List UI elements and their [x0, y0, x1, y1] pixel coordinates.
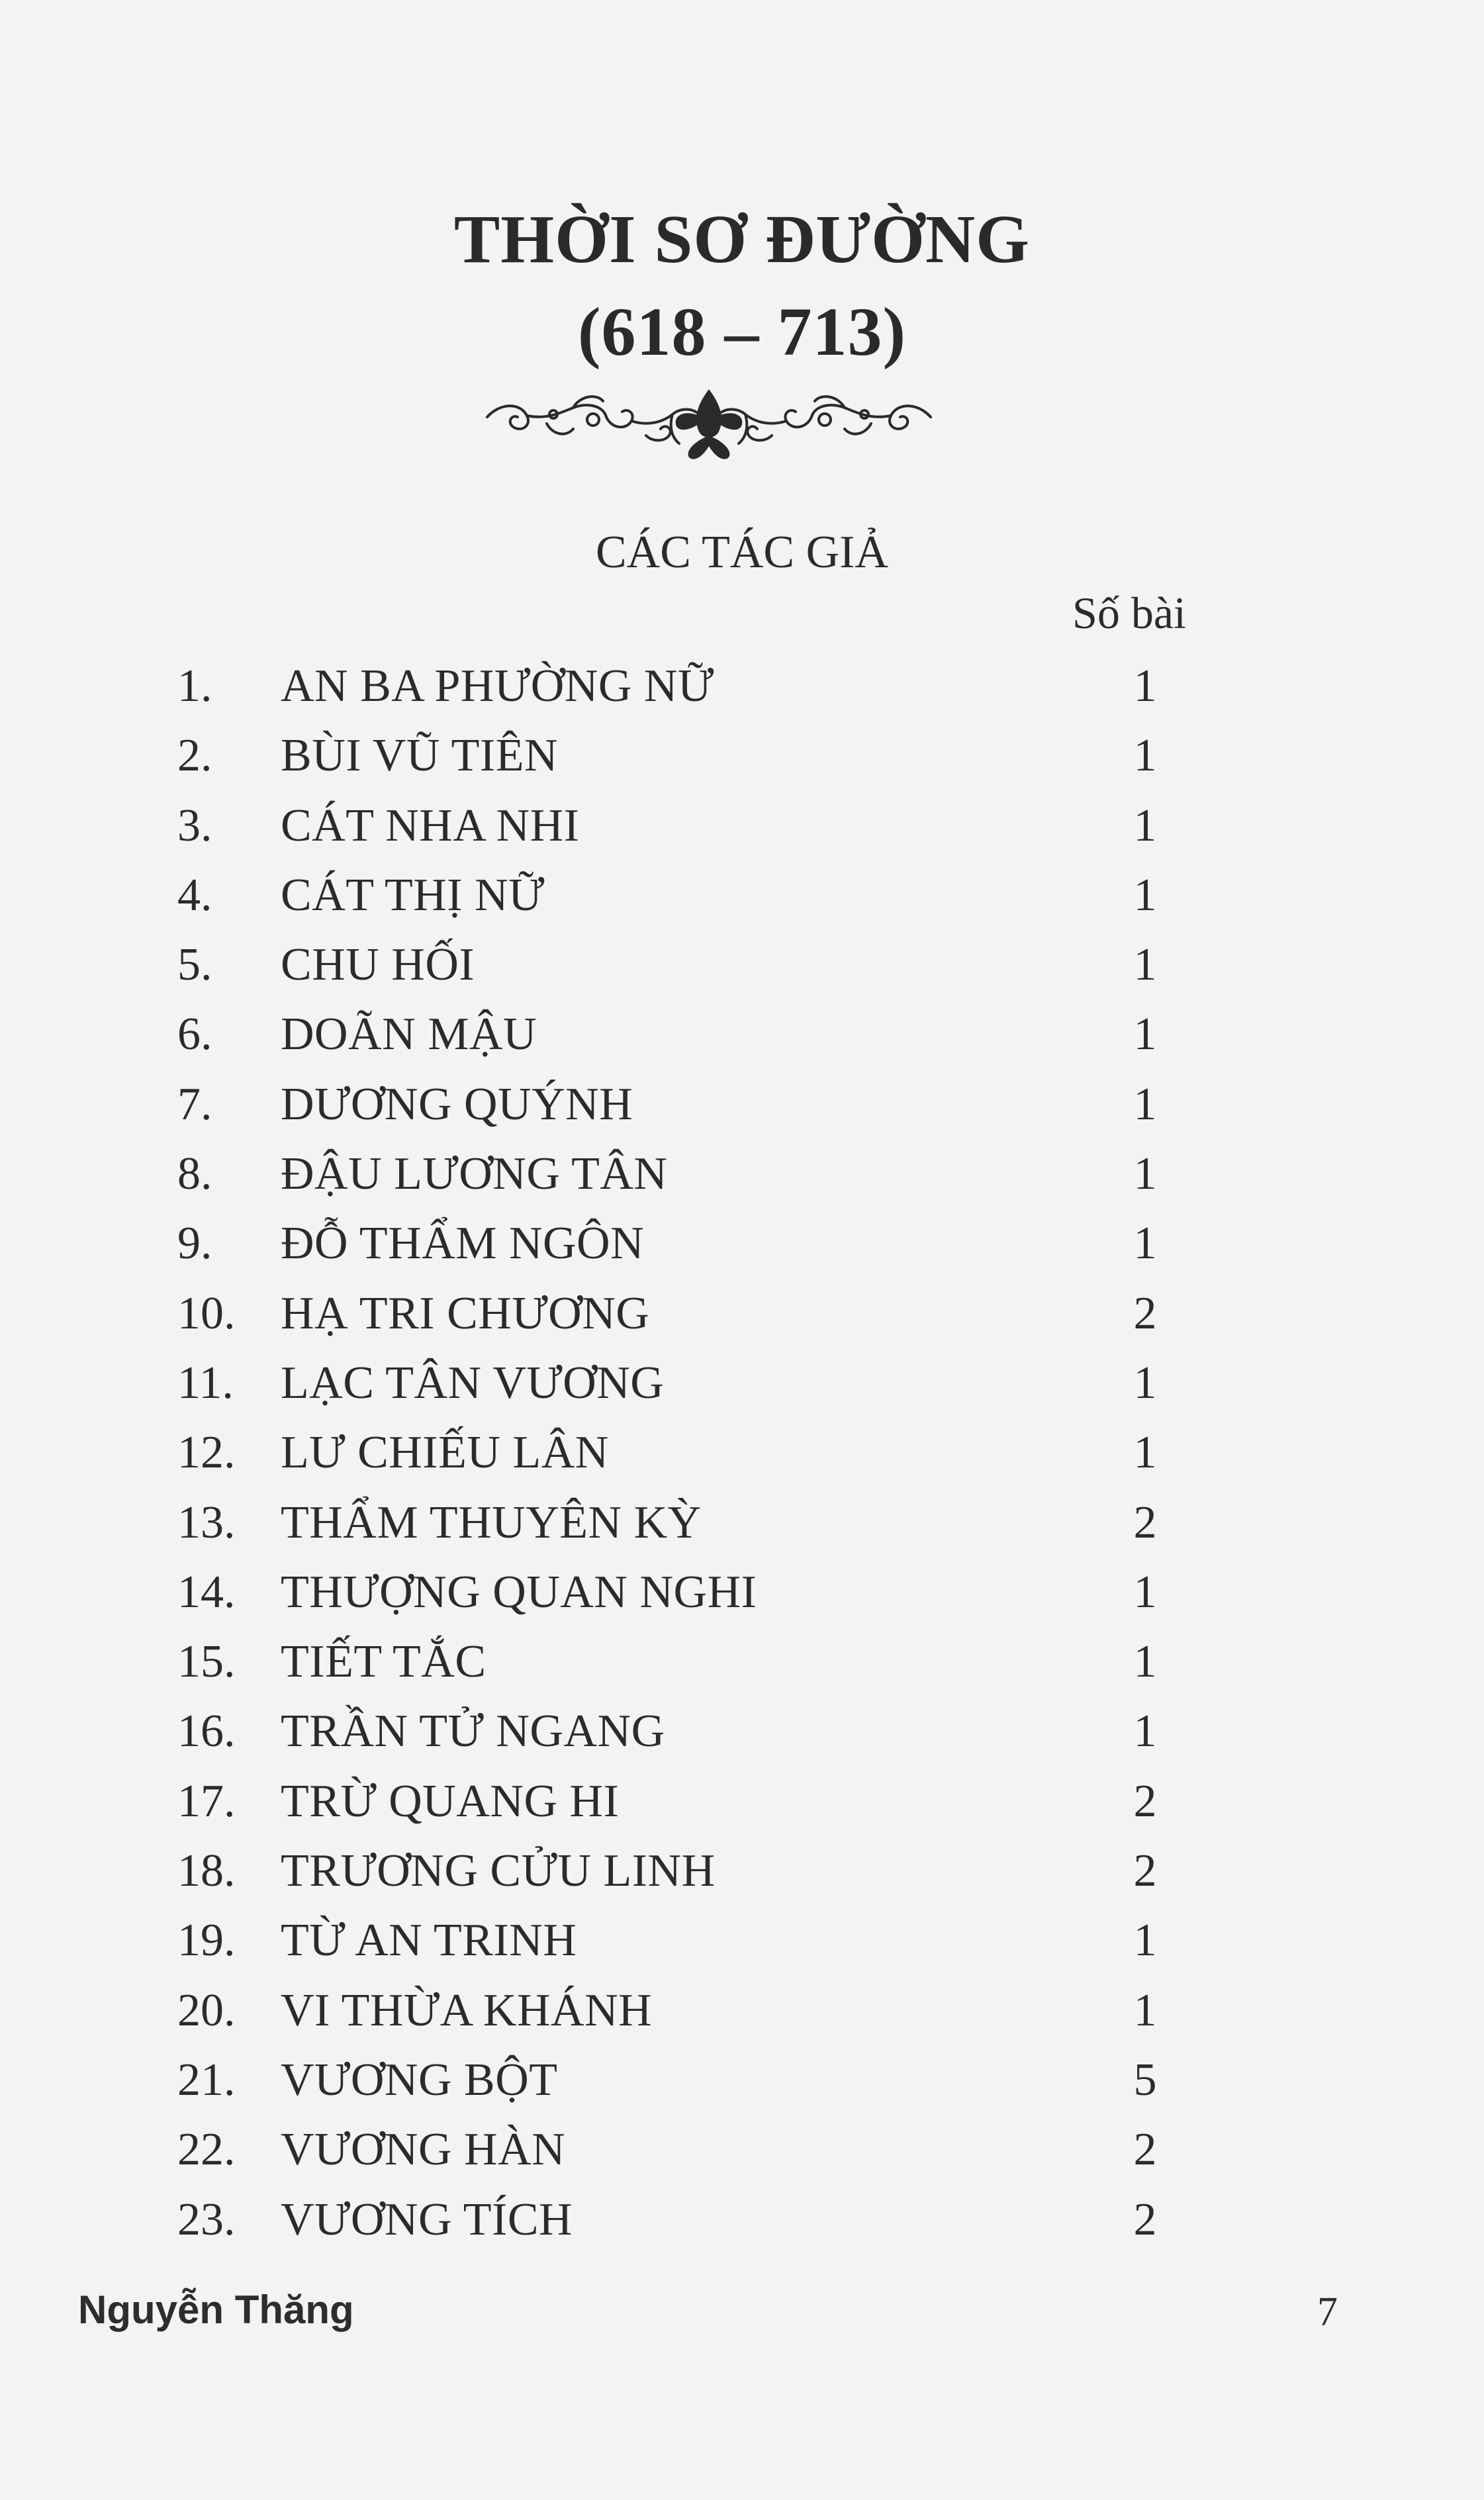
- poem-count: 1: [1133, 1009, 1157, 1060]
- author-row: [0, 1213, 1484, 1282]
- poem-count: 1: [1133, 869, 1157, 921]
- author-name: TIẾT TẮC: [281, 1636, 487, 1688]
- poem-count: 2: [1133, 1845, 1157, 1897]
- author-row: [0, 1422, 1484, 1491]
- author-name: DOÃN MẬU: [281, 1009, 537, 1060]
- poem-count: 1: [1133, 1636, 1157, 1688]
- count-column-heading: Số bài: [1072, 588, 1186, 638]
- author-number: 13.: [177, 1497, 236, 1548]
- author-name: VƯƠNG HÀN: [281, 2124, 566, 2176]
- poem-count: 1: [1133, 1566, 1157, 1618]
- author-number: 17.: [177, 1775, 236, 1827]
- author-name: THƯỢNG QUAN NGHI: [281, 1566, 757, 1618]
- author-number: 11.: [177, 1357, 234, 1409]
- author-row: [0, 1003, 1484, 1073]
- author-number: 5.: [177, 939, 212, 991]
- poem-count: 1: [1133, 1706, 1157, 1757]
- author-number: 23.: [177, 2194, 236, 2245]
- author-row: [0, 934, 1484, 1003]
- author-name: VƯƠNG TÍCH: [281, 2194, 573, 2245]
- author-name: VƯƠNG BỘT: [281, 2054, 558, 2106]
- poem-count: 1: [1133, 939, 1157, 991]
- author-number: 8.: [177, 1148, 212, 1200]
- author-name: CÁT NHA NHI: [281, 800, 580, 851]
- author-name: ĐẬU LƯƠNG TÂN: [281, 1148, 668, 1200]
- author-row: [0, 1840, 1484, 1910]
- author-name: VI THỪA KHÁNH: [281, 1984, 653, 2036]
- author-name: TRẦN TỬ NGANG: [281, 1706, 665, 1757]
- author-number: 19.: [177, 1915, 236, 1967]
- ornamental-divider-icon: [474, 376, 944, 462]
- author-row: [0, 795, 1484, 864]
- poem-count: 1: [1133, 730, 1157, 782]
- page-title: THỜI SƠ ĐƯỜNG: [453, 201, 1031, 277]
- page-number: 7: [1317, 2290, 1338, 2335]
- author-name: ĐỖ THẨM NGÔN: [281, 1218, 645, 1270]
- poem-count: 2: [1133, 1287, 1157, 1339]
- poem-count: 2: [1133, 2124, 1157, 2176]
- author-name: DƯƠNG QUÝNH: [281, 1078, 633, 1130]
- poem-count: 5: [1133, 2054, 1157, 2106]
- poem-count: 1: [1133, 1427, 1157, 1479]
- author-name: AN BA PHƯỜNG NỮ: [281, 661, 714, 712]
- author-number: 9.: [177, 1218, 212, 1270]
- author-row: [0, 1143, 1484, 1213]
- poem-count: 2: [1133, 1497, 1157, 1548]
- author-number: 12.: [177, 1427, 236, 1479]
- author-row: [0, 1283, 1484, 1352]
- author-row: [0, 1631, 1484, 1700]
- author-name: TRƯƠNG CỬU LINH: [281, 1845, 716, 1897]
- author-number: 16.: [177, 1706, 236, 1757]
- author-name: TRỪ QUANG HI: [281, 1775, 620, 1827]
- author-row: [0, 725, 1484, 794]
- author-row: [0, 1074, 1484, 1143]
- author-number: 20.: [177, 1984, 236, 2036]
- author-name: BÙI VŨ TIÊN: [281, 730, 559, 782]
- poem-count: 1: [1133, 1078, 1157, 1130]
- author-row: [0, 864, 1484, 934]
- author-row: [0, 1700, 1484, 1770]
- poem-count: 1: [1133, 1357, 1157, 1409]
- author-number: 6.: [177, 1009, 212, 1060]
- footer-author-name: Nguyễn Thăng: [78, 2288, 354, 2332]
- author-number: 4.: [177, 869, 212, 921]
- author-number: 22.: [177, 2124, 236, 2176]
- author-name: LẠC TÂN VƯƠNG: [281, 1357, 665, 1409]
- page-subtitle-years: (618 – 713): [577, 294, 907, 370]
- author-row: [0, 1492, 1484, 1561]
- author-row: [0, 1771, 1484, 1840]
- author-row: [0, 1352, 1484, 1422]
- author-name: CHU HỐI: [281, 939, 475, 991]
- poem-count: 1: [1133, 1218, 1157, 1270]
- author-number: 10.: [177, 1287, 236, 1339]
- author-number: 18.: [177, 1845, 236, 1897]
- author-row: [0, 1561, 1484, 1631]
- author-row: [0, 1910, 1484, 1979]
- poem-count: 2: [1133, 1775, 1157, 1827]
- author-number: 3.: [177, 800, 212, 851]
- author-name: HẠ TRI CHƯƠNG: [281, 1287, 650, 1339]
- author-row: [0, 655, 1484, 725]
- author-row: [0, 2119, 1484, 2188]
- author-number: 14.: [177, 1566, 236, 1618]
- author-row: [0, 2049, 1484, 2119]
- author-list: [0, 655, 1484, 2258]
- author-row: [0, 2189, 1484, 2258]
- section-heading: CÁC TÁC GIẢ: [595, 527, 889, 578]
- author-name: TỪ AN TRINH: [281, 1915, 577, 1967]
- poem-count: 1: [1133, 800, 1157, 851]
- author-name: CÁT THỊ NỮ: [281, 869, 545, 921]
- poem-count: 1: [1133, 1915, 1157, 1967]
- author-name: LƯ CHIẾU LÂN: [281, 1427, 609, 1479]
- author-number: 15.: [177, 1636, 236, 1688]
- poem-count: 2: [1133, 2194, 1157, 2245]
- poem-count: 1: [1133, 1148, 1157, 1200]
- author-row: [0, 1980, 1484, 2049]
- author-number: 1.: [177, 661, 212, 712]
- author-number: 7.: [177, 1078, 212, 1130]
- poem-count: 1: [1133, 1984, 1157, 2036]
- author-number: 21.: [177, 2054, 236, 2106]
- author-name: THẨM THUYÊN KỲ: [281, 1497, 702, 1548]
- poem-count: 1: [1133, 661, 1157, 712]
- author-number: 2.: [177, 730, 212, 782]
